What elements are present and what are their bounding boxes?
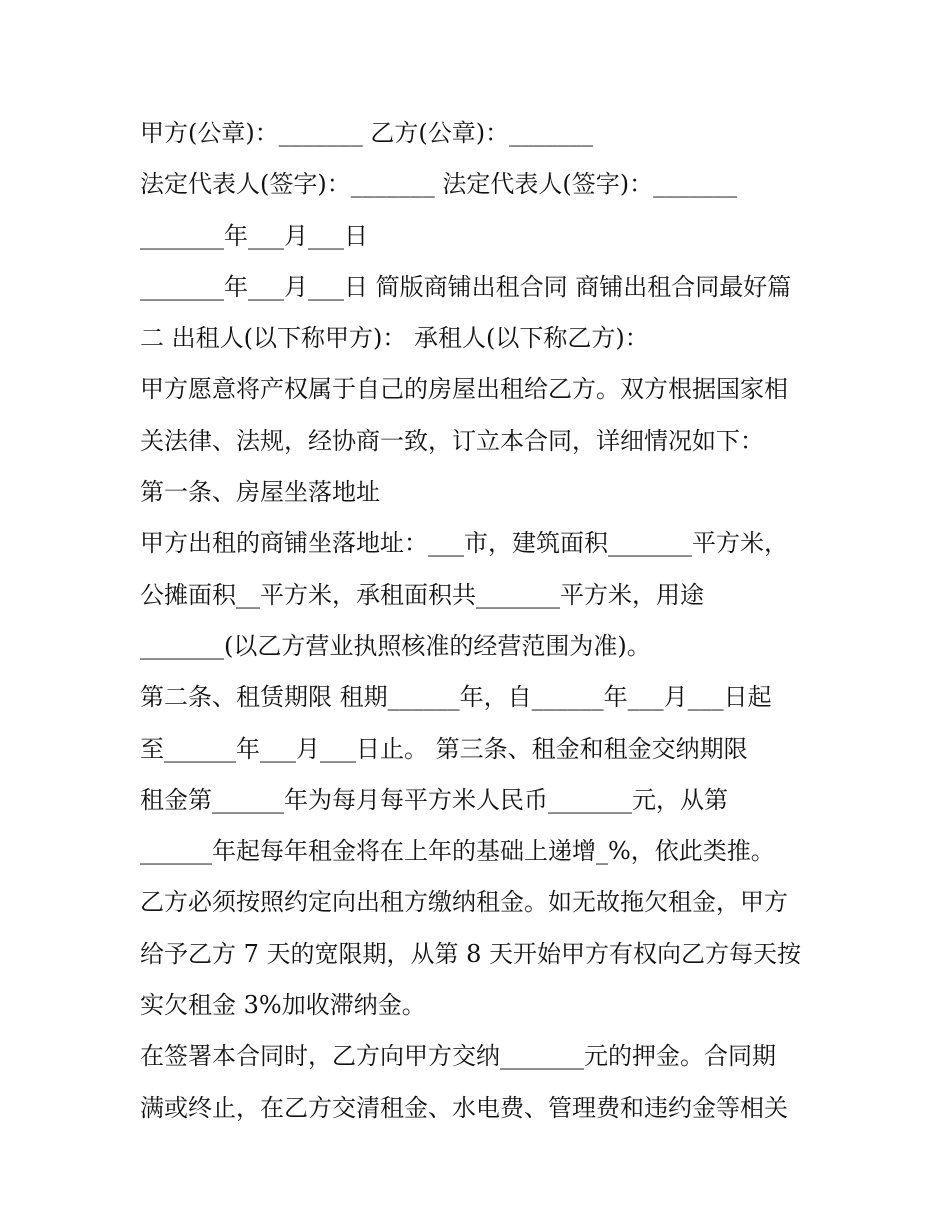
paragraph-line: 公摊面积__平方米，承租面积共_______平方米，用途 [140, 580, 704, 609]
paragraph-line: 租金第______年为每月每平方米人民币_______元，从第 [140, 785, 728, 814]
signature-seal-line: 甲方(公章)：_______ 乙方(公章)：_______ [140, 119, 594, 147]
paragraph-line: 第二条、租赁期限 租期______年，自______年___月___日起 [140, 683, 772, 712]
legal-representative-line: 法定代表人(签字)：_______ 法定代表人(签字)：_______ [140, 170, 738, 199]
contract-body [140, 108, 830, 1134]
section-heading: 第一条、房屋坐落地址 [140, 478, 380, 507]
paragraph-line: 甲方出租的商铺坐落地址：___市，建筑面积_______平方米， [140, 529, 788, 558]
date-title-line: _______年___月___日 简版商铺出租合同 商铺出租合同最好篇 [140, 272, 792, 301]
paragraph-line: 实欠租金 3%加收滞纳金。 [140, 991, 426, 1020]
parties-line: 二 出租人(以下称甲方)： 承租人(以下称乙方)： [140, 324, 649, 353]
paragraph-line: 乙方必须按照约定向出租方缴纳租金。如无故拖欠租金，甲方 [140, 888, 788, 917]
paragraph-line: 关法律、法规，经协商一致，订立本合同，详细情况如下： [140, 426, 764, 455]
paragraph-line: ______年起每年租金将在上年的基础上递增_%，依此类推。 [140, 837, 775, 866]
paragraph-line: _______(以乙方营业执照核准的经营范围为准)。 [140, 631, 651, 660]
paragraph-line: 满或终止，在乙方交清租金、水电费、管理费和违约金等相关 [140, 1093, 788, 1122]
paragraph-line: 至______年___月___日止。 第三条、租金和租金交纳期限 [140, 734, 748, 763]
paragraph-line: 在签署本合同时，乙方向甲方交纳_______元的押金。合同期 [140, 1042, 776, 1071]
paragraph-line: 甲方愿意将产权属于自己的房屋出租给乙方。双方根据国家相 [140, 375, 788, 404]
paragraph-line: 给予乙方 7 天的宽限期，从第 8 天开始甲方有权向乙方每天按 [140, 939, 802, 968]
date-line: _______年___月___日 [140, 221, 368, 250]
